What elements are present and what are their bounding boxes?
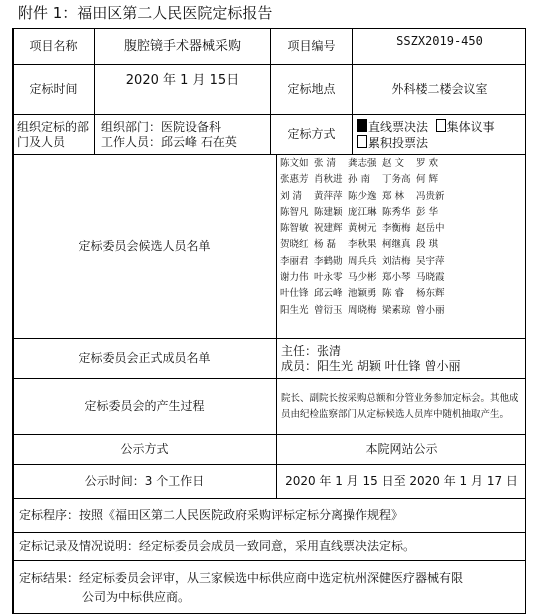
process-label: 定标委员会的产生过程 — [12, 378, 276, 434]
candidate-name: 陈少逸 — [348, 190, 377, 202]
candidate-name: 祝建辉 — [314, 223, 343, 235]
candidate-name: 吴宇萍 — [416, 255, 445, 267]
candidate-name: 龚志强 — [348, 158, 377, 169]
candidate-name: 陈文如 — [280, 158, 309, 169]
candidate-name: 李鹤勋 — [314, 255, 343, 267]
candidate-name: 张惠芳 — [280, 174, 309, 186]
process-text: 院长、副院长按采购总额和分管业务参加定标会。其他成员由纪检监察部门从定标候选人员库中随机抽取产生。 — [276, 378, 526, 434]
candidate-name: 陈建颖 — [314, 206, 343, 218]
candidate-name: 刘洁梅 — [382, 255, 411, 267]
candidate-name — [450, 303, 484, 319]
candidate-name: 李衡梅 — [382, 223, 411, 235]
candidate-name: 刘 清 — [280, 190, 303, 202]
candidate-name — [450, 221, 484, 237]
candidate-name — [450, 270, 484, 286]
candidate-name — [450, 205, 484, 221]
method-option-3: 累积投票法 — [368, 135, 429, 150]
candidate-name: 何 辉 — [416, 174, 439, 186]
candidate-name: 罗 欢 — [416, 158, 439, 169]
candidate-name: 赵岳中 — [416, 223, 445, 235]
checkbox-checked-icon[interactable] — [357, 119, 367, 132]
candidate-name: 阳生光 — [280, 304, 309, 316]
candidate-name: 周兵兵 — [348, 255, 377, 267]
candidate-name — [450, 189, 484, 205]
candidate-name: 贺晓红 — [280, 239, 309, 251]
candidate-name: 杨东辉 — [416, 288, 445, 300]
candidate-name: 谢力伟 — [280, 272, 309, 284]
org-dept: 组织部门：医院设备科 — [101, 119, 222, 134]
org-cell — [94, 114, 270, 154]
candidate-name: 郑小琴 — [382, 272, 411, 284]
candidate-name — [450, 172, 484, 188]
candidate-name: 邱云峰 — [314, 288, 343, 300]
candidate-name: 段 琪 — [416, 239, 439, 251]
procedure-text: 定标程序：按照《福田区第二人民医院政府采购评标定标分离操作规程》 — [12, 498, 526, 532]
record-text: 定标记录及情况说明：经定标委员会成员一致同意，采用直线票决法定标。 — [12, 532, 526, 560]
candidate-name: 赵 文 — [382, 158, 405, 169]
candidate-name — [450, 286, 484, 302]
candidate-name: 叶永零 — [314, 272, 343, 284]
project-name-label: 项目名称 — [12, 28, 94, 64]
method-option-1: 直线票决法 — [368, 119, 429, 134]
result-line-2: 公司为中标供应商。 — [82, 589, 191, 604]
formal-cell — [276, 338, 526, 378]
project-name-value: 腹腔镜手术器械采购 — [94, 28, 270, 64]
candidate-name: 柯继真 — [382, 239, 411, 251]
candidate-name: 陈 睿 — [382, 288, 405, 300]
candidate-name: 陈智敏 — [280, 223, 309, 235]
candidate-name: 曾小丽 — [416, 304, 445, 316]
checkbox-empty-icon[interactable] — [357, 135, 367, 148]
notice-label: 公示方式 — [12, 434, 276, 464]
candidate-name: 郑 林 — [382, 190, 405, 202]
notice-time-value: 2020 年 1 月 15 日至 2020 年 1 月 17 日 — [276, 464, 526, 498]
candidates-label: 定标委员会候选人员名单 — [12, 154, 276, 338]
candidate-name — [450, 237, 484, 253]
notice-time-label: 公示时间：3 个工作日 — [12, 464, 276, 498]
candidates-list — [280, 156, 484, 319]
candidate-name: 杨 磊 — [314, 239, 337, 251]
org-label: 组织定标的部门及人员 — [12, 114, 94, 154]
candidate-name: 庞江琳 — [348, 206, 377, 218]
candidate-name: 冯贵新 — [416, 190, 445, 202]
method-option-2: 集体议事 — [446, 119, 495, 134]
method-label: 定标方式 — [270, 114, 352, 154]
org-staff: 工作人员：邱云峰 石在英 — [101, 134, 237, 149]
candidate-name: 黄树元 — [348, 223, 377, 235]
result-line-1: 定标结果：经定标委员会评审，从三家候选中标供应商中选定杭州深健医疗器械有限 — [19, 570, 464, 585]
candidate-name: 黄萍萍 — [314, 190, 343, 202]
checkbox-empty-icon[interactable] — [436, 119, 446, 132]
date-label: 定标时间 — [12, 64, 94, 114]
candidate-name: 孙 南 — [348, 174, 371, 186]
table-left-rule — [12, 28, 14, 614]
candidate-name: 周晓梅 — [348, 304, 377, 316]
formal-members: 成员：阳生光 胡颖 叶仕锋 曾小丽 — [281, 358, 461, 373]
candidate-name: 梁素琼 — [382, 304, 411, 316]
result-cell — [12, 560, 526, 614]
formal-chair: 主任：张清 — [281, 343, 342, 358]
project-no-label: 项目编号 — [270, 28, 352, 64]
candidate-name: 池颖勇 — [348, 288, 377, 300]
candidate-name: 李秋果 — [348, 239, 377, 251]
document-title: 附件 1：福田区第二人民医院定标报告 — [18, 4, 273, 22]
place-label: 定标地点 — [270, 64, 352, 114]
method-options — [352, 114, 526, 154]
candidate-name: 叶仕锋 — [280, 288, 309, 300]
candidate-name: 彭 华 — [416, 206, 439, 218]
candidate-name — [450, 254, 484, 270]
place-value: 外科楼二楼会议室 — [352, 64, 526, 114]
candidate-name: 马少彬 — [348, 272, 377, 284]
date-value: 2020 年 1 月 15日 — [94, 64, 270, 114]
candidate-name: 张 清 — [314, 158, 337, 169]
candidate-name: 李丽君 — [280, 255, 309, 267]
candidate-name: 丁务高 — [382, 174, 411, 186]
candidate-name: 陈智凡 — [280, 206, 309, 218]
notice-value: 本院网站公示 — [276, 434, 526, 464]
candidate-name: 陈秀华 — [382, 206, 411, 218]
candidate-name: 曾衍玉 — [314, 304, 343, 316]
candidate-name: 马晓霞 — [416, 272, 445, 284]
candidate-name — [450, 156, 484, 172]
candidate-name: 肖秋进 — [314, 174, 343, 186]
project-no-value: SSZX2019-450 — [352, 28, 526, 64]
formal-label: 定标委员会正式成员名单 — [12, 338, 276, 378]
